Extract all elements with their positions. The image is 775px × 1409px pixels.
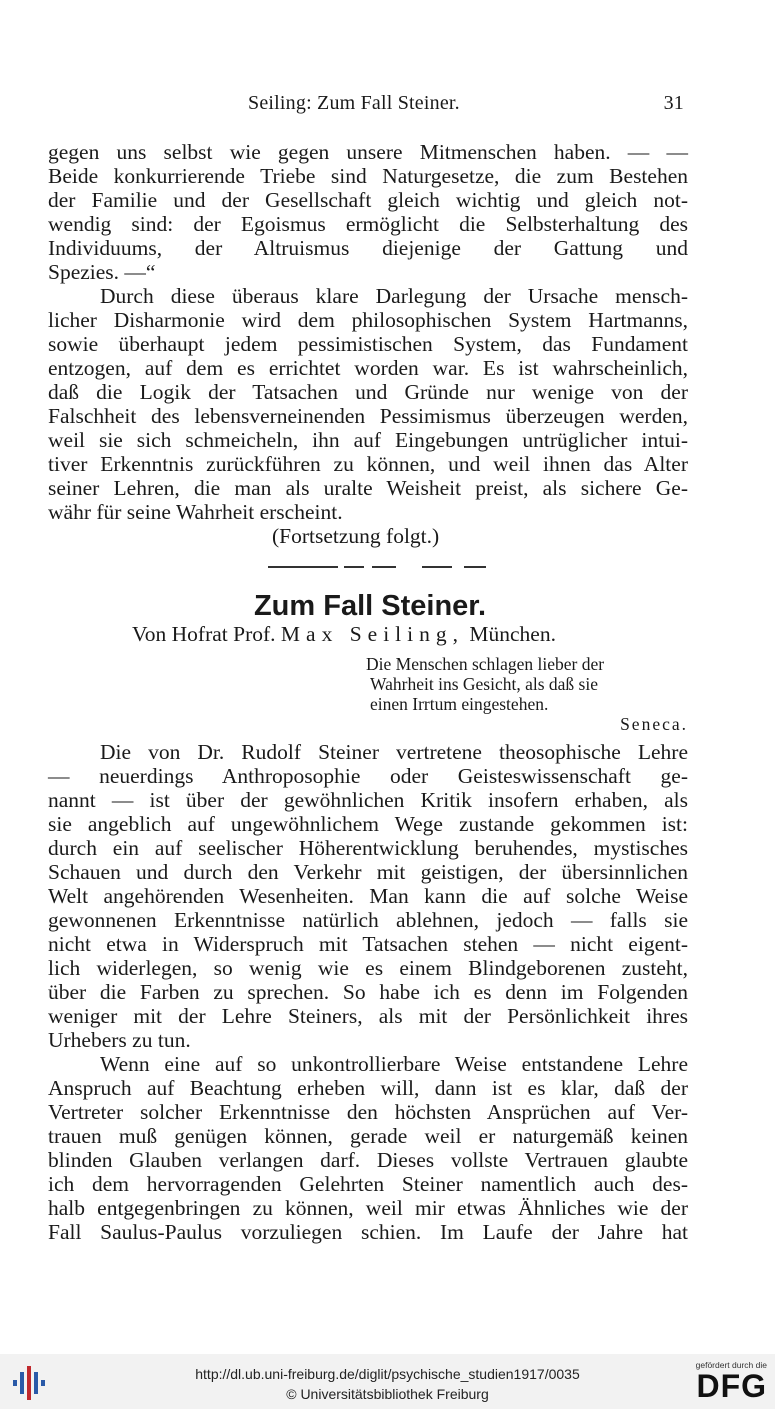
epigraph-line: einen Irrtum eingestehen. [370, 694, 549, 714]
source-url[interactable]: http://dl.ub.uni-freiburg.de/diglit/psychische_studien1917/0035 [195, 1366, 580, 1382]
text-line: — neuerdings Anthroposophie oder Geisteswissenschaft ge- [48, 764, 688, 788]
byline-prefix: Von Hofrat Prof. [132, 622, 276, 646]
text-line: blinden Glauben verlangen darf. Dieses vollste Vertrauen glaubte [48, 1148, 688, 1172]
continuation-paragraph [48, 140, 688, 284]
text-line: Wenn eine auf so unkontrollierbare Weise entstandene Lehre [100, 1052, 688, 1076]
byline [132, 622, 556, 647]
epigraph-author: Seneca. [620, 714, 688, 734]
running-header [48, 92, 688, 120]
text-line: trauen muß genügen können, gerade weil er naturgemäß keinen [48, 1124, 688, 1148]
article-title: Zum Fall Steiner. [253, 590, 487, 622]
text-line: halb entgegenbringen zu können, weil mir etwas Ähnliches wie der [48, 1196, 688, 1220]
text-line: währ für seine Wahrheit erscheint. [48, 500, 343, 524]
text-line: Welt angehörenden Wesenheiten. Man kann die auf solche Weise [48, 884, 688, 908]
epigraph-line: Wahrheit ins Gesicht, als daß sie [370, 674, 598, 694]
text-line: durch ein auf seelischer Höherentwicklung beruhendes, mystisches [48, 836, 688, 860]
text-line: Schauen und durch den Verkehr mit geistigen, der übersinnlichen [48, 860, 688, 884]
text-line: Durch diese überaus klare Darlegung der Ursache mensch- [100, 284, 688, 308]
text-line: sowie überhaupt jedem pessimistischen System, das Fundament [48, 332, 688, 356]
text-line: gegen uns selbst wie gegen unsere Mitmenschen haben. — — [48, 140, 688, 164]
continued-note: (Fortsetzung folgt.) [272, 524, 440, 548]
text-line: Beide konkurrierende Triebe sind Naturgesetze, die zum Bestehen [48, 164, 688, 188]
text-line: Vertreter solcher Erkenntnisse den höchsten Ansprüchen auf Ver- [48, 1100, 688, 1124]
text-line: weil sie sich schmeicheln, ihn auf Eingebungen untrüglicher intui- [48, 428, 688, 452]
text-line: tiver Erkenntnis zurückführen zu können, und weil ihnen das Alter [48, 452, 688, 476]
page-number: 31 [663, 92, 684, 114]
text-line: Anspruch auf Beachtung erheben will, dann ist es klar, daß der [48, 1076, 688, 1100]
running-title: Seiling: Zum Fall Steiner. [248, 92, 460, 114]
text-line: Individuums, der Altruismus diejenige der Gattung und [48, 236, 688, 260]
funder-block [677, 1360, 767, 1406]
library-footer [0, 1354, 775, 1409]
text-line: seiner Lehren, die man als uralte Weisheit preist, als sichere Ge- [48, 476, 688, 500]
text-line: nicht etwa in Widerspruch mit Tatsachen stehen — nicht eigent- [48, 932, 688, 956]
author-name: Max Seiling, [280, 622, 464, 646]
text-line: ich dem hervorragenden Gelehrten Steiner namentlich auch des- [48, 1172, 688, 1196]
copyright-notice: © Universitätsbibliothek Freiburg [286, 1386, 489, 1402]
funding-note: gefördert durch die [695, 1360, 767, 1370]
text-line: Spezies. —“ [48, 260, 156, 284]
text-line: Falschheit des lebensverneinenden Pessimismus überzeugen werden, [48, 404, 688, 428]
text-line: über die Farben zu sprechen. So habe ich es denn im Folgenden [48, 980, 688, 1004]
text-line: Urhebers zu tun. [48, 1028, 191, 1052]
text-line: wendig sind: der Egoismus ermöglicht die Selbsterhaltung des [48, 212, 688, 236]
dfg-logo: DFG [696, 1368, 767, 1404]
conclusion-paragraph [48, 284, 688, 524]
text-line: licher Disharmonie wird dem philosophischen System Hartmanns, [48, 308, 688, 332]
text-line: sie angeblich auf ungewöhnlichem Wege zustande gekommen ist: [48, 812, 688, 836]
body-paragraph-1 [48, 740, 688, 1052]
text-line: nannt — ist über der gewöhnlichen Kritik insofern erhaben, als [48, 788, 688, 812]
text-line: der Familie und der Gesellschaft gleich wichtig und gleich not- [48, 188, 688, 212]
text-line: Die von Dr. Rudolf Steiner vertretene theosophische Lehre [100, 740, 688, 764]
text-line: Fall Saulus-Paulus vorzuliegen schien. Im Laufe der Jahre hat [48, 1220, 688, 1244]
text-line: weniger mit der Lehre Steiners, als mit der Persönlichkeit ihres [48, 1004, 688, 1028]
text-line: lich widerlegen, so wenig wie es einem Blindgeborenen zusteht, [48, 956, 688, 980]
epigraph-line: Die Menschen schlagen lieber der [366, 654, 605, 674]
section-divider [268, 566, 486, 568]
epigraph [366, 654, 688, 734]
text-line: daß die Logik der Tatsachen und Gründe nur wenige von der [48, 380, 688, 404]
text-line: entzogen, auf dem es errichtet worden war. Es ist wahrscheinlich, [48, 356, 688, 380]
body-paragraph-2 [48, 1052, 688, 1244]
text-line: gewonnenen Erkenntnisse natürlich ablehnen, jedoch — falls sie [48, 908, 688, 932]
byline-city: München. [469, 622, 556, 646]
